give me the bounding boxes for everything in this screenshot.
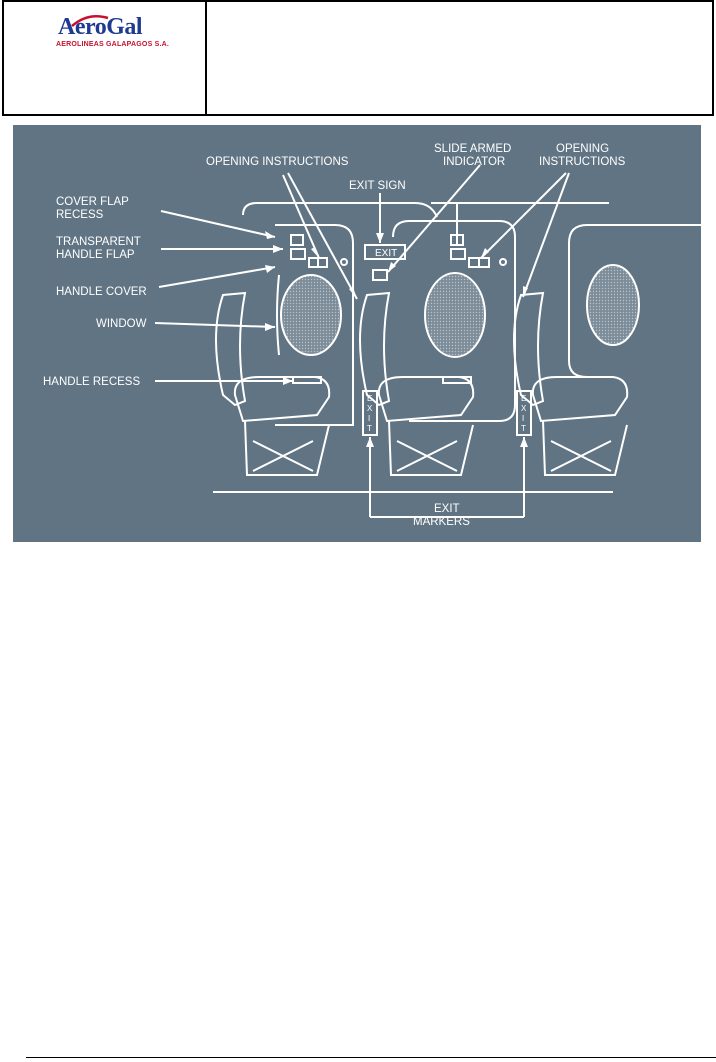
footer-rule bbox=[26, 1057, 716, 1058]
label-cover-flap-recess-line1: COVER FLAP bbox=[56, 196, 129, 208]
header-table bbox=[2, 0, 714, 116]
label-opening-instructions-right-line1: OPENING bbox=[556, 143, 610, 155]
exit-sign-text: EXIT bbox=[375, 248, 398, 259]
label-slide-armed-indicator-line1: SLIDE ARMED bbox=[434, 143, 512, 155]
exit-marker-letter: I bbox=[522, 414, 525, 423]
label-transparent-handle-flap-line2: HANDLE FLAP bbox=[56, 249, 135, 261]
logo-subtitle: AEROLINEAS GALAPAGOS S.A. bbox=[56, 41, 169, 48]
label-window: WINDOW bbox=[96, 318, 147, 330]
exit-door-illustration bbox=[13, 125, 701, 542]
exit-marker-letter: E bbox=[521, 394, 527, 403]
exit-marker-right bbox=[521, 394, 527, 433]
label-exit-markers-line1: EXIT bbox=[434, 503, 460, 515]
label-slide-armed-indicator-line2: INDICATOR bbox=[443, 156, 506, 168]
exit-marker-letter: I bbox=[368, 414, 371, 423]
label-opening-instructions-left: OPENING INSTRUCTIONS bbox=[206, 156, 349, 168]
exit-marker-letter: T bbox=[521, 424, 526, 433]
exit-marker-left bbox=[367, 394, 373, 433]
exit-marker-letter: X bbox=[521, 404, 527, 413]
label-transparent-handle-flap-line1: TRANSPARENT bbox=[56, 236, 141, 248]
label-exit-markers-line2: MARKERS bbox=[413, 516, 470, 528]
exit-door-diagram bbox=[13, 125, 701, 542]
label-cover-flap-recess-line2: RECESS bbox=[56, 209, 104, 221]
label-opening-instructions-right-line2: INSTRUCTIONS bbox=[539, 156, 626, 168]
label-handle-cover: HANDLE COVER bbox=[56, 286, 147, 298]
exit-marker-letter: E bbox=[367, 394, 373, 403]
aerogal-logo bbox=[54, 12, 184, 52]
exit-marker-letter: X bbox=[367, 404, 373, 413]
header-divider bbox=[205, 2, 207, 114]
exit-marker-letter: T bbox=[367, 424, 372, 433]
label-handle-recess: HANDLE RECESS bbox=[43, 376, 141, 388]
label-exit-sign: EXIT SIGN bbox=[349, 180, 406, 192]
logo-name: AeroGal bbox=[58, 14, 143, 40]
